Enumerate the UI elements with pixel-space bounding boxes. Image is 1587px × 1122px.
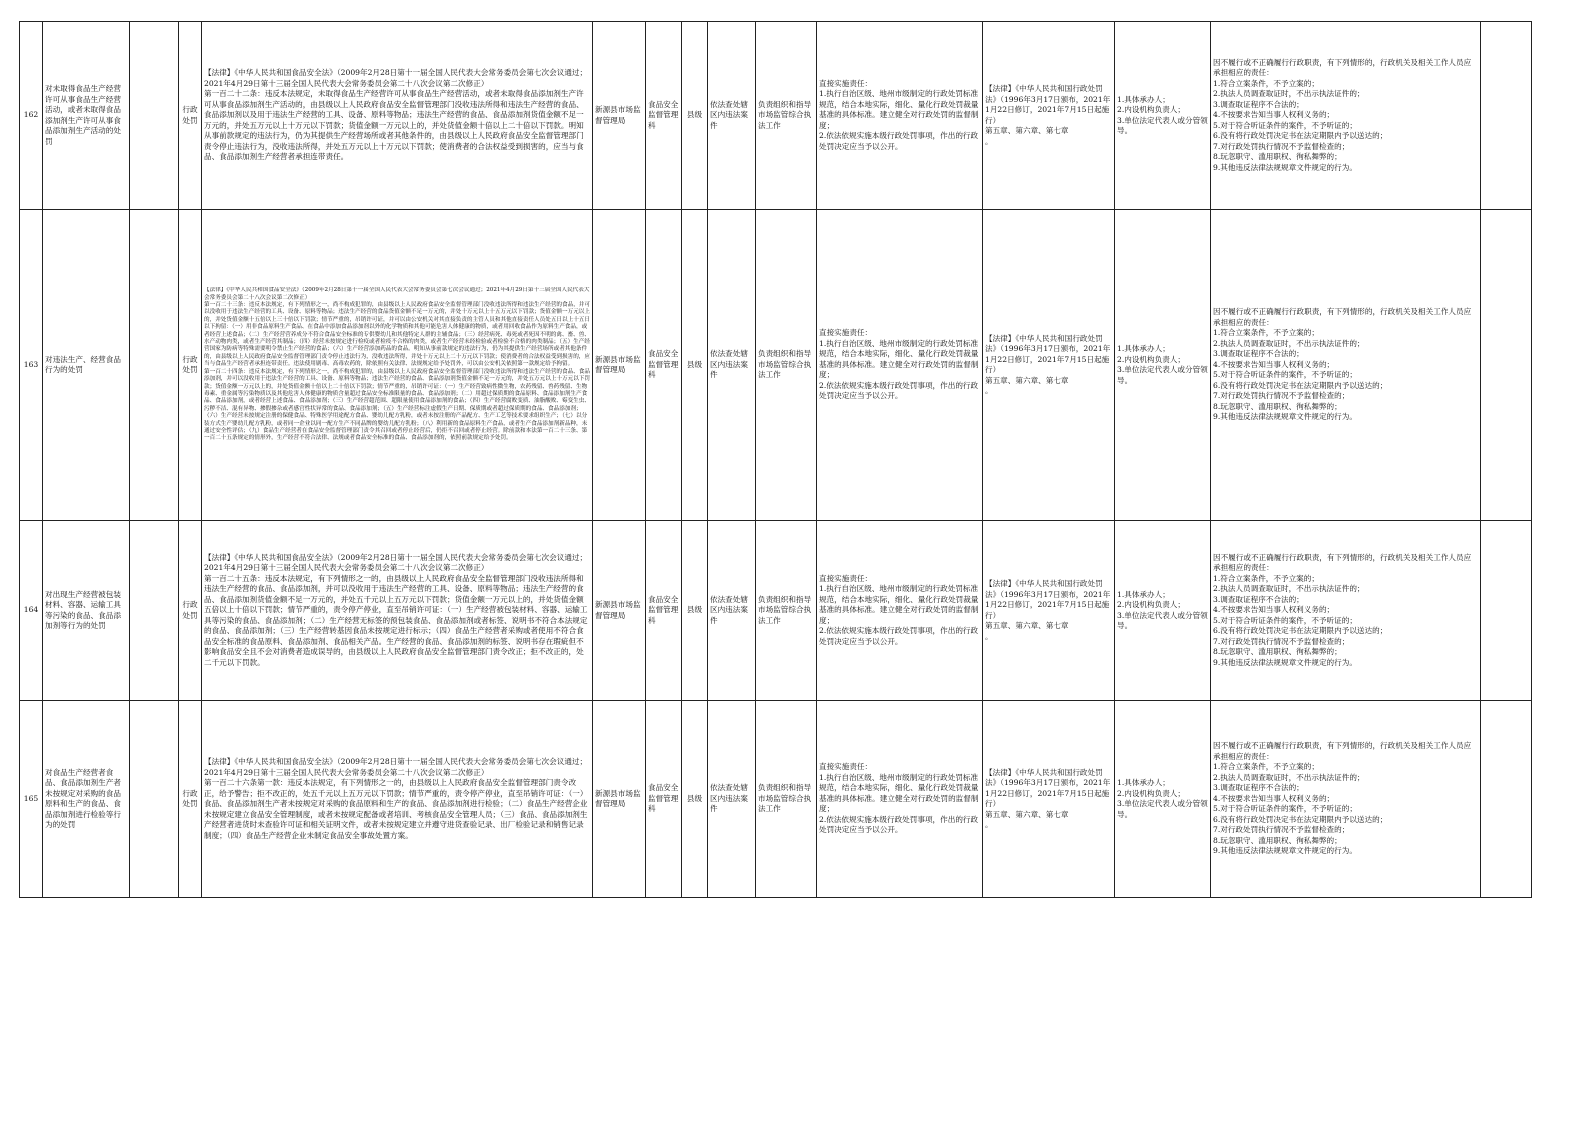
- admin-level: 县级: [682, 22, 708, 210]
- legal-basis-cell: [202, 22, 593, 210]
- duty: 负责组织和指导市场监管综合执法工作: [756, 701, 817, 898]
- accountability: 因不履行或不正确履行行政职责，有下列情形的，行政机关及相关工作人员应承担相应的责任： 1.符合立案条件，不予立案的； 2.执法人员调查取证时，不出示执法证件的； 3.调查取证程序不合法的； 4.不按要求告知当事人权利义务的； 5.对于符合听证条件的案件，不予听证的； 6.没有将行政处罚决定书在法定期限内予以送达的； 7.对行政处罚执行情况不予监督检查的； 8.玩忽职守、滥用职权、徇私舞弊的； 9.其他违反法律法规规章文件规定的行为。: [1211, 210, 1481, 521]
- scope: 依法查处辖区内违法案件: [708, 210, 756, 521]
- remark: [1481, 701, 1532, 898]
- table-row: [20, 22, 1532, 210]
- sub-item: [130, 701, 179, 898]
- row-number: 163: [20, 210, 43, 521]
- remark: [1481, 22, 1532, 210]
- admin-level: 县级: [682, 701, 708, 898]
- responsibility-basis: 【法律】《中华人民共和国行政处罚法》（1996年3月17日颁布，2021年1月22日修订，2021年7月15日起施行） 第五章、第六章、第七章 。: [983, 22, 1115, 210]
- remark: [1481, 210, 1532, 521]
- accountability: 因不履行或不正确履行行政职责，有下列情形的，行政机关及相关工作人员应承担相应的责任： 1.符合立案条件，不予立案的； 2.执法人员调查取证时，不出示执法证件的； 3.调查取证程序不合法的； 4.不按要求告知当事人权利义务的； 5.对于符合听证条件的案件，不予听证的； 6.没有将行政处罚决定书在法定期限内予以送达的； 7.对行政处罚执行情况不予监督检查的； 8.玩忽职守、滥用职权、徇私舞弊的； 9.其他违反法律法规规章文件规定的行为。: [1211, 701, 1481, 898]
- responsible-subject: 1.具体承办人； 2.内设机构负责人； 3.单位法定代表人或分管领导。: [1115, 22, 1211, 210]
- admin-level: 县级: [682, 210, 708, 521]
- table-row: [20, 521, 1532, 701]
- item-name: 对违法生产、经营食品行为的处罚: [43, 210, 130, 521]
- duty: 负责组织和指导市场监管综合执法工作: [756, 521, 817, 701]
- accountability: 因不履行或不正确履行行政职责，有下列情形的，行政机关及相关工作人员应承担相应的责任： 1.符合立案条件，不予立案的； 2.执法人员调查取证时，不出示执法证件的； 3.调查取证程序不合法的； 4.不按要求告知当事人权利义务的； 5.对于符合听证条件的案件，不予听证的； 6.没有将行政处罚决定书在法定期限内予以送达的； 7.对行政处罚执行情况不予监督检查的； 8.玩忽职守、滥用职权、徇私舞弊的； 9.其他违反法律法规规章文件规定的行为。: [1211, 521, 1481, 701]
- legal-basis-cell: [202, 521, 593, 701]
- duty: 负责组织和指导市场监管综合执法工作: [756, 22, 817, 210]
- power-type: 行政处罚: [179, 210, 202, 521]
- responsibility: 直接实施责任： 1.执行自治区级、地州市级制定的行政处罚标准规范，结合本地实际，细化、量化行政处罚裁量基准的具体标准。建立健全对行政处罚的监督制度； 2.依法依规实施本级行政处罚事项，作出的行政处罚决定应当予以公开。: [817, 521, 983, 701]
- responsible-subject: 1.具体承办人； 2.内设机构负责人； 3.单位法定代表人或分管领导。: [1115, 701, 1211, 898]
- legal-basis: 【法律】《中华人民共和国食品安全法》（2009年2月28日第十一届全国人民代表大会常务委员会第七次会议通过；2021年4月29日第十三届全国人民代表大会常务委员会第二十八次会议第二次修正） 第一百二十五条：违反本法规定，有下列情形之一的，由县级以上人民政府食品安全监督管理部门没收违法所得和违法生产经营的食品、食品添加剂，并可以没收用于违法生产经营的工具、设备、原料等物品；违法生产经营的食品、食品添加剂货值金额不足一万元的，并处五千元以上五万元以下罚款；货值金额一万元以上的，并处货值金额五倍以上十倍以下罚款；情节严重的，责令停产停业，直至吊销许可证：（一）生产经营被包装材料、容器、运输工具等污染的食品、食品添加剂；（二）生产经营无标签的预包装食品、食品添加剂或者标签、说明书不符合本法规定的食品、食品添加剂；（三）生产经营转基因食品未按规定进行标示；（四）食品生产经营者采购或者使用不符合食品安全标准的食品原料、食品添加剂、食品相关产品。生产经营的食品、食品添加剂的标签、说明书存在瑕疵但不影响食品安全且不会对消费者造成误导的，由县级以上人民政府食品安全监督管理部门责令改正；拒不改正的，处二千元以下罚款。: [204, 552, 588, 667]
- responsibility: 直接实施责任： 1.执行自治区级、地州市级制定的行政处罚标准规范，结合本地实际，细化、量化行政处罚裁量基准的具体标准。建立健全对行政处罚的监督制度； 2.依法依规实施本级行政处罚事项，作出的行政处罚决定应当予以公开。: [817, 210, 983, 521]
- sub-item: [130, 521, 179, 701]
- accountability: 因不履行或不正确履行行政职责，有下列情形的，行政机关及相关工作人员应承担相应的责任： 1.符合立案条件，不予立案的； 2.执法人员调查取证时，不出示执法证件的； 3.调查取证程序不合法的； 4.不按要求告知当事人权利义务的； 5.对于符合听证条件的案件，不予听证的； 6.没有将行政处罚决定书在法定期限内予以送达的； 7.对行政处罚执行情况不予监督检查的； 8.玩忽职守、滥用职权、徇私舞弊的； 9.其他违反法律法规规章文件规定的行为。: [1211, 22, 1481, 210]
- remark: [1481, 521, 1532, 701]
- legal-basis-cell: [202, 210, 593, 521]
- row-number: 165: [20, 701, 43, 898]
- responsible-subject: 1.具体承办人； 2.内设机构负责人； 3.单位法定代表人或分管领导。: [1115, 210, 1211, 521]
- power-type: 行政处罚: [179, 701, 202, 898]
- power-type: 行政处罚: [179, 521, 202, 701]
- power-type: 行政处罚: [179, 22, 202, 210]
- duty: 负责组织和指导市场监管综合执法工作: [756, 210, 817, 521]
- implementing-dept: 新源县市场监督管理局: [593, 521, 646, 701]
- admin-level: 县级: [682, 521, 708, 701]
- implementing-dept: 新源县市场监督管理局: [593, 701, 646, 898]
- sub-item: [130, 210, 179, 521]
- responsibility: 直接实施责任： 1.执行自治区级、地州市级制定的行政处罚标准规范，结合本地实际，细化、量化行政处罚裁量基准的具体标准。建立健全对行政处罚的监督制度； 2.依法依规实施本级行政处罚事项，作出的行政处罚决定应当予以公开。: [817, 22, 983, 210]
- responsibility-basis: 【法律】《中华人民共和国行政处罚法》（1996年3月17日颁布，2021年1月22日修订，2021年7月15日起施行） 第五章、第六章、第七章 。: [983, 210, 1115, 521]
- row-number: 162: [20, 22, 43, 210]
- responsibility: 直接实施责任： 1.执行自治区级、地州市级制定的行政处罚标准规范，结合本地实际，细化、量化行政处罚裁量基准的具体标准。建立健全对行政处罚的监督制度； 2.依法依规实施本级行政处罚事项，作出的行政处罚决定应当予以公开。: [817, 701, 983, 898]
- sub-item: [130, 22, 179, 210]
- legal-basis-cell: [202, 701, 593, 898]
- internal-office: 食品安全监督管理科: [646, 22, 682, 210]
- table-row: [20, 210, 1532, 521]
- responsibility-basis: 【法律】《中华人民共和国行政处罚法》（1996年3月17日颁布，2021年1月22日修订，2021年7月15日起施行） 第五章、第六章、第七章 。: [983, 521, 1115, 701]
- responsible-subject: 1.具体承办人； 2.内设机构负责人； 3.单位法定代表人或分管领导。: [1115, 521, 1211, 701]
- table-row: [20, 701, 1532, 898]
- legal-basis: 【法律】《中华人民共和国食品安全法》（2009年2月28日第十一届全国人民代表大会常务委员会第七次会议通过；2021年4月29日第十三届全国人民代表大会常务委员会第二十八次会议第二次修正） 第一百二十三条：违反本法规定，有下列情形之一，尚不构成犯罪的，由县级以上人民政府食品安全监督管理部门没收违法所得和违法生产经营的食品，并可以没收用于违法生产经营的工具、设备、原料等物品；违法生产经营的食品货值金额不足一万元的，并处十万元以上十五万元以下罚款；货值金额一万元以上的，并处货值金额十五倍以上三十倍以下罚款；情节严重的，吊销许可证，并可以由公安机关对其直接负责的主管人员和其他直接责任人员处五日以上十五日以下拘留：（一）用非食品原料生产食品、在食品中添加食品添加剂以外的化学物质和其他可能危害人体健康的物质，或者用回收食品作为原料生产食品，或者经营上述食品；（二）生产经营营养成分不符合食品安全标准的专供婴幼儿和其他特定人群的主辅食品；（三）经营病死、毒死或者死因不明的禽、畜、兽、水产动物肉类，或者生产经营其制品；（四）经营未按规定进行检疫或者检疫不合格的肉类，或者生产经营未经检验或者检验不合格的肉类制品；（五）生产经营国家为防病等特殊需要明令禁止生产经营的食品；（六）生产经营添加药品的食品。明知从事前款规定的违法行为，仍为其提供生产经营场所或者其他条件的，由县级以上人民政府食品安全监督管理部门责令停止违法行为，没收违法所得，并处十万元以上二十万元以下罚款；使消费者的合法权益受到损害的，应当与食品生产经营者承担连带责任。违法使用剧毒、高毒农药的，除依照有关法律、法规规定给予处罚外，可以由公安机关依照第一款规定给予拘留。 第一百二十四条：违反本法规定，有下列情形之一，尚不构成犯罪的，由县级以上人民政府食品安全监督管理部门没收违法所得和违法生产经营的食品、食品添加剂，并可以没收用于违法生产经营的工具、设备、原料等物品；违法生产经营的食品、食品添加剂货值金额不足一万元的，并处五万元以上十万元以下罚款；货值金额一万元以上的，并处货值金额十倍以上二十倍以下罚款；情节严重的，吊销许可证：（一）生产经营致病性微生物，农药残留、兽药残留、生物毒素、重金属等污染物质以及其他危害人体健康的物质含量超过食品安全标准限量的食品、食品添加剂；（二）用超过保质期的食品原料、食品添加剂生产食品、食品添加剂，或者经营上述食品、食品添加剂；（三）生产经营超范围、超限量使用食品添加剂的食品；（四）生产经营腐败变质、油脂酸败、霉变生虫、污秽不洁、混有异物、掺假掺杂或者感官性状异常的食品、食品添加剂；（五）生产经营标注虚假生产日期、保质期或者超过保质期的食品、食品添加剂；（六）生产经营未按规定注册的保健食品、特殊医学用途配方食品、婴幼儿配方乳粉，或者未按注册的产品配方、生产工艺等技术要求组织生产；（七）以分装方式生产婴幼儿配方乳粉，或者同一企业以同一配方生产不同品牌的婴幼儿配方乳粉；（八）利用新的食品原料生产食品，或者生产食品添加剂新品种，未通过安全性评估；（九）食品生产经营者在食品安全监督管理部门责令其召回或者停止经营后，仍拒不召回或者停止经营。除前款和本法第一百二十三条、第一百二十五条规定的情形外，生产经营不符合法律、法规或者食品安全标准的食品、食品添加剂的，依照前款规定给予处罚。: [204, 287, 590, 442]
- scope: 依法查处辖区内违法案件: [708, 701, 756, 898]
- legal-basis: 【法律】《中华人民共和国食品安全法》（2009年2月28日第十一届全国人民代表大会常务委员会第七次会议通过；2021年4月29日第十三届全国人民代表大会常务委员会第二十八次会议第二次修正） 第一百二十六条第一款：违反本法规定，有下列情形之一的，由县级以上人民政府食品安全监督管理部门责令改正，给予警告；拒不改正的，处五千元以上五万元以下罚款；情节严重的，责令停产停业，直至吊销许可证：（一）食品、食品添加剂生产者未按规定对采购的食品原料和生产的食品、食品添加剂进行检验；（二）食品生产经营企业未按规定建立食品安全管理制度，或者未按规定配备或者培训、考核食品安全管理人员；（三）食品、食品添加剂生产经营者进货时未查验许可证和相关证明文件，或者未按规定建立并遵守进货查验记录、出厂检验记录和销售记录制度；（四）食品生产经营企业未制定食品安全事故处置方案。: [204, 757, 588, 840]
- power-list-table: [19, 21, 1532, 898]
- row-number: 164: [20, 521, 43, 701]
- implementing-dept: 新源县市场监督管理局: [593, 210, 646, 521]
- scope: 依法查处辖区内违法案件: [708, 521, 756, 701]
- internal-office: 食品安全监督管理科: [646, 521, 682, 701]
- responsibility-basis: 【法律】《中华人民共和国行政处罚法》（1996年3月17日颁布，2021年1月22日修订，2021年7月15日起施行） 第五章、第六章、第七章 。: [983, 701, 1115, 898]
- legal-basis: 【法律】《中华人民共和国食品安全法》（2009年2月28日第十一届全国人民代表大会常务委员会第七次会议通过；2021年4月29日第十三届全国人民代表大会常务委员会第二十八次会议第二次修正） 第一百二十二条：违反本法规定，未取得食品生产经营许可从事食品生产经营活动，或者未取得食品添加剂生产许可从事食品添加剂生产活动的，由县级以上人民政府食品安全监督管理部门没收违法所得和违法生产经营的食品、食品添加剂以及用于违法生产经营的工具、设备、原料等物品；违法生产经营的食品、食品添加剂货值金额不足一万元的，并处五万元以上十万元以下罚款；货值金额一万元以上的，并处货值金额十倍以上二十倍以下罚款。明知从事前款规定的违法行为，仍为其提供生产经营场所或者其他条件的，由县级以上人民政府食品安全监督管理部门责令停止违法行为，没收违法所得，并处五万元以上十万元以下罚款；使消费者的合法权益受到损害的，应当与食品、食品添加剂生产经营者承担连带责任。: [204, 68, 588, 162]
- implementing-dept: 新源县市场监督管理局: [593, 22, 646, 210]
- internal-office: 食品安全监督管理科: [646, 701, 682, 898]
- internal-office: 食品安全监督管理科: [646, 210, 682, 521]
- scope: 依法查处辖区内违法案件: [708, 22, 756, 210]
- item-name: 对未取得食品生产经营许可从事食品生产经营活动，或者未取得食品添加剂生产许可从事食品添加剂生产活动的处罚: [43, 22, 130, 210]
- item-name: 对食品生产经营者食品、食品添加剂生产者未按规定对采购的食品原料和生产的食品、食品添加剂进行检验等行为的处罚: [43, 701, 130, 898]
- item-name: 对出现生产经营被包装材料、容器、运输工具等污染的食品、食品添加剂等行为的处罚: [43, 521, 130, 701]
